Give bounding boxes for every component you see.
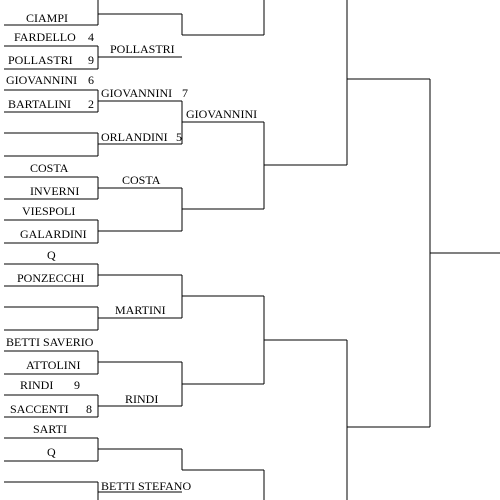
player-name: POLLASTRI [8, 53, 73, 67]
player-name: Q [47, 248, 56, 262]
player-score: 9 [74, 378, 80, 392]
player-name: GIOVANNINI [186, 107, 258, 121]
player-name: ATTOLINI [26, 358, 81, 372]
player-name: GIOVANNINI [101, 86, 173, 100]
player-name: RINDI [20, 378, 54, 392]
player-score: 2 [88, 97, 94, 111]
player-name: BETTI STEFANO [101, 479, 192, 493]
player-name: BARTALINI [8, 97, 71, 111]
player-name: COSTA [30, 161, 69, 175]
bracket-labels [6, 11, 257, 493]
player-name: INVERNI [30, 184, 80, 198]
player-name: MARTINI [115, 303, 166, 317]
player-name: FARDELLO [14, 30, 76, 44]
player-name: RINDI [125, 392, 159, 406]
player-score: 4 [88, 30, 94, 44]
player-score: 9 [88, 53, 94, 67]
player-score: 6 [88, 73, 94, 87]
bracket-lines [4, 0, 500, 500]
player-score: 7 [182, 86, 188, 100]
player-score: 8 [86, 402, 92, 416]
player-name: COSTA [122, 173, 161, 187]
player-name: PONZECCHI [17, 271, 85, 285]
player-name: SACCENTI [10, 402, 69, 416]
player-name: CIAMPI [26, 11, 69, 25]
player-name: POLLASTRI [110, 42, 175, 56]
player-name: BETTI SAVERIO [6, 335, 94, 349]
player-score: 5 [176, 130, 182, 144]
player-name: ORLANDINI [101, 130, 168, 144]
player-name: VIESPOLI [22, 204, 76, 218]
player-name: GIOVANNINI [6, 73, 78, 87]
player-name: GALARDINI [20, 227, 87, 241]
player-name: SARTI [33, 422, 67, 436]
player-name: Q [47, 445, 56, 459]
